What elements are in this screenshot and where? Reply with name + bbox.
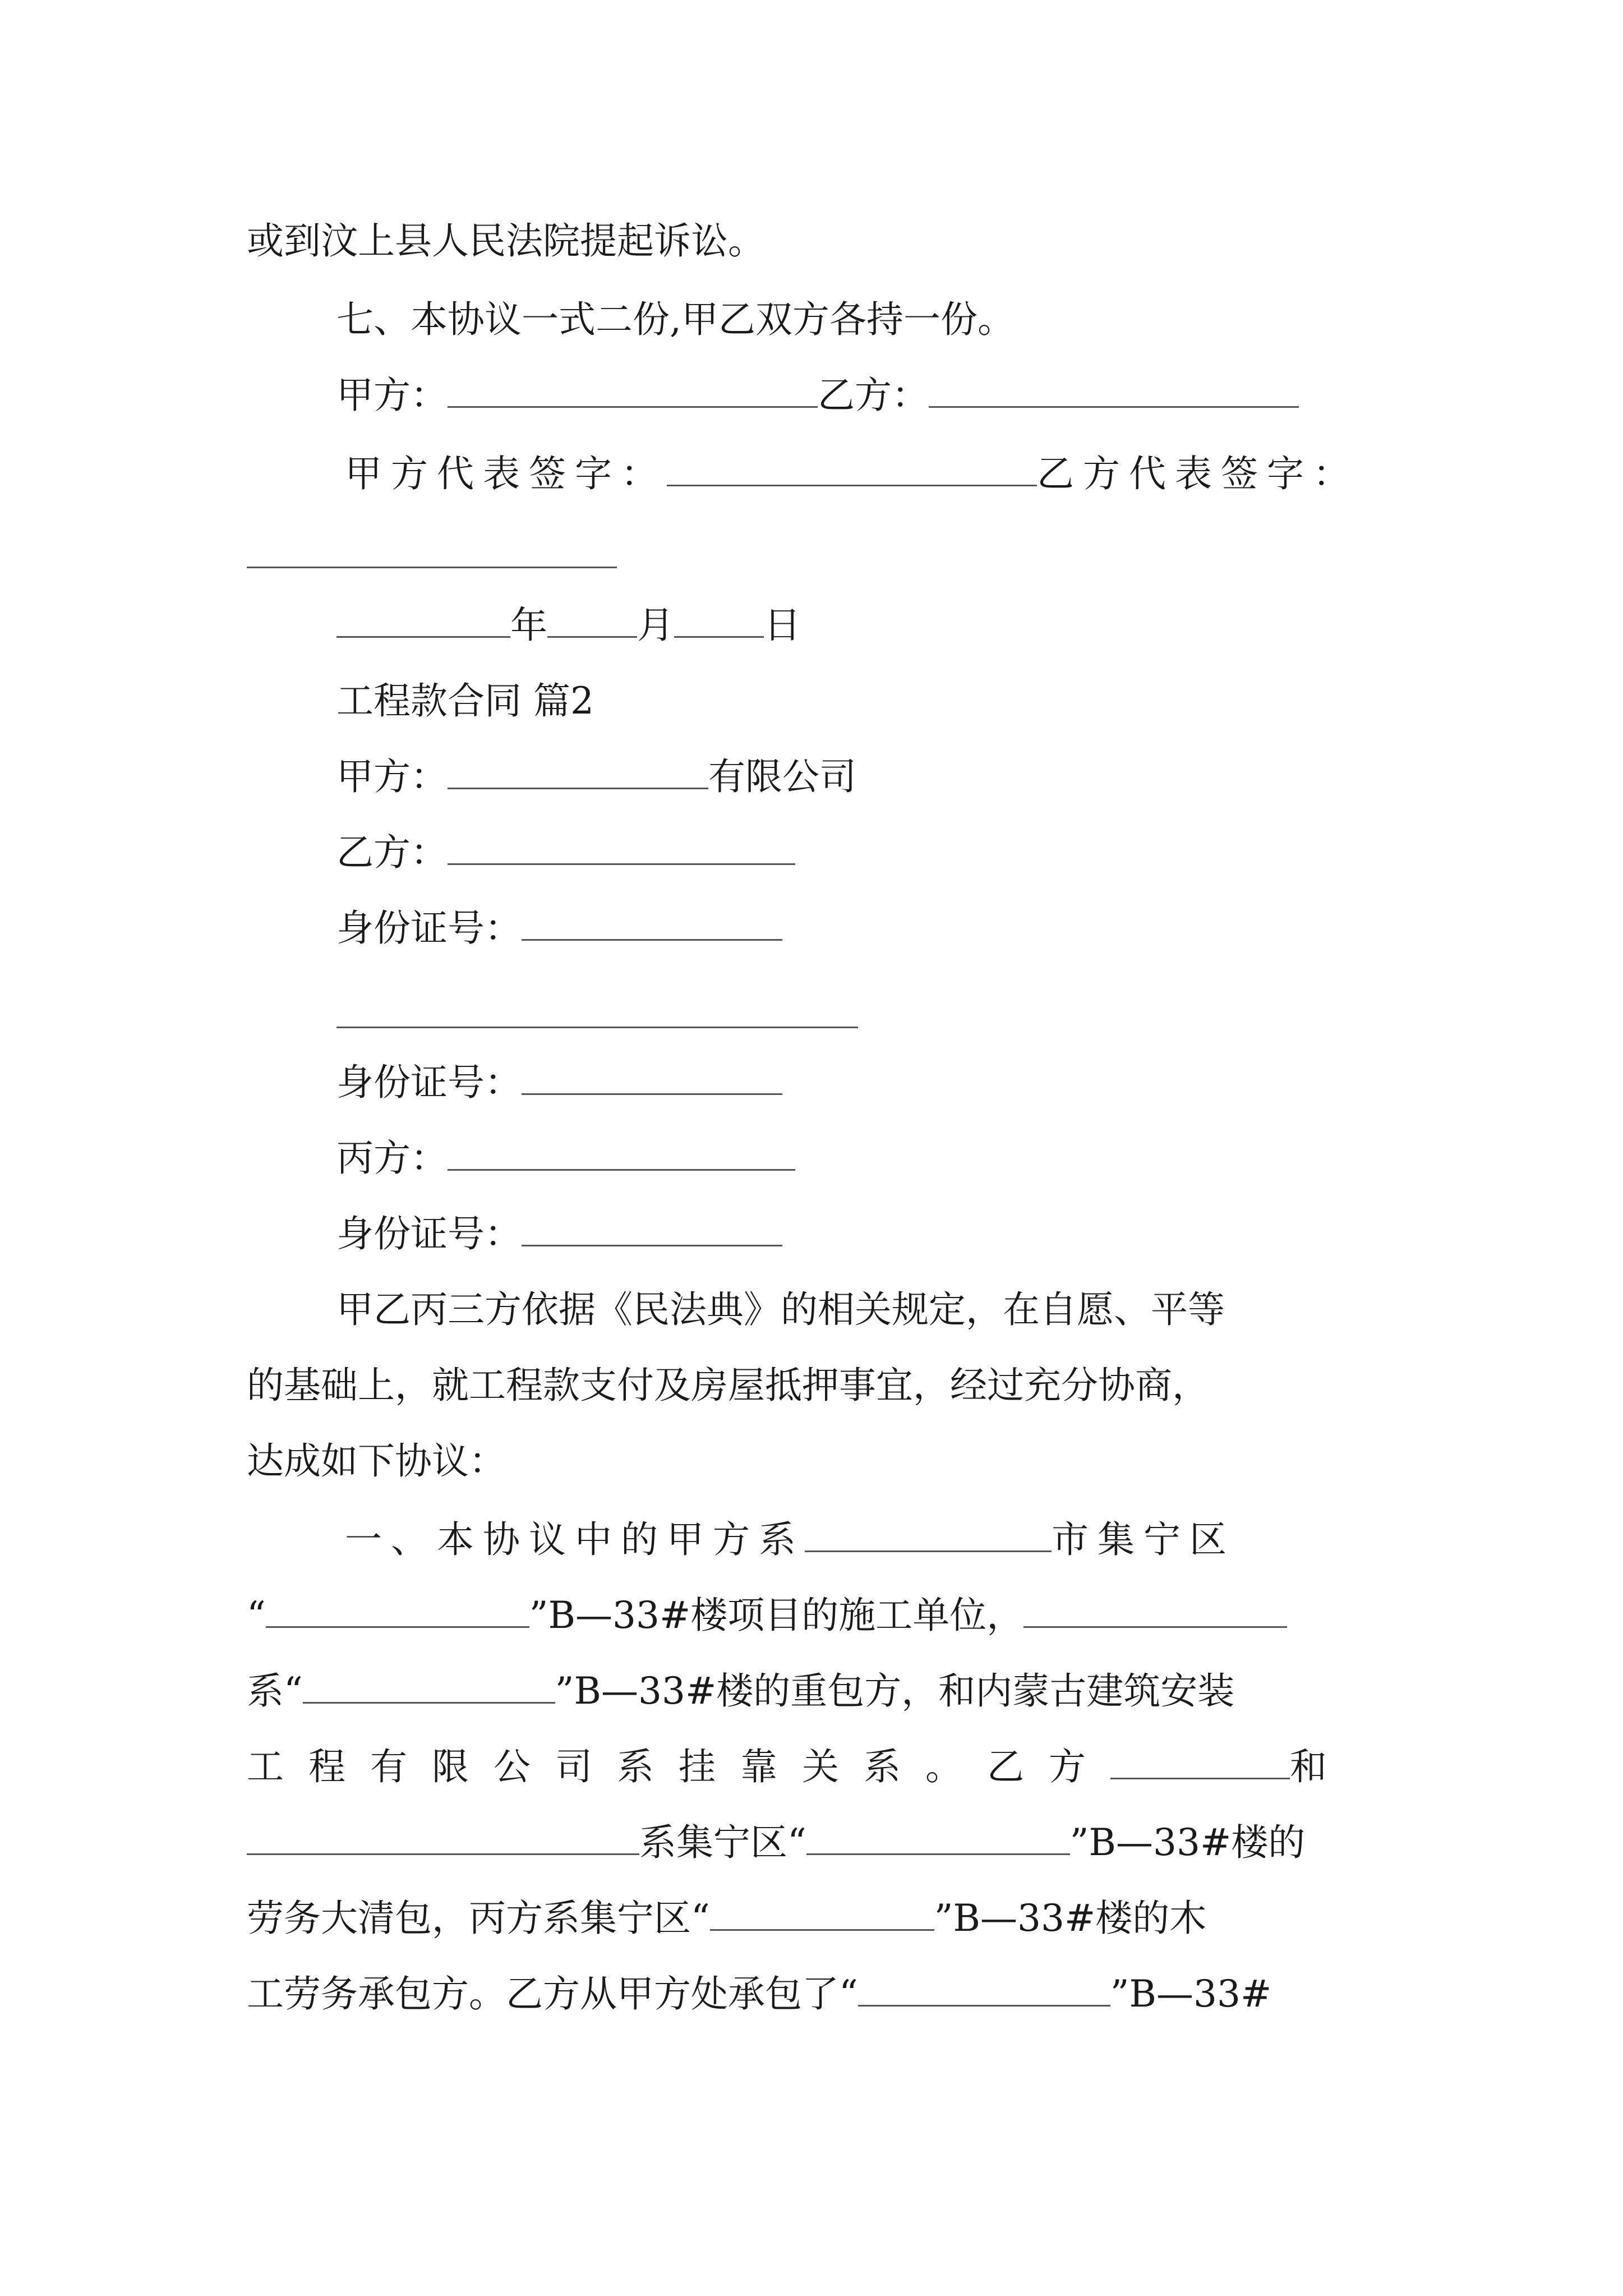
paragraph-line <box>336 1285 1225 1335</box>
clause-text: “ <box>247 1594 266 1637</box>
clause-line <box>247 1666 1234 1717</box>
clause-text: 劳务大清包，丙方系集宁区“ <box>247 1897 710 1940</box>
party-b-blank[interactable] <box>448 833 795 865</box>
clause-line <box>345 1515 1235 1565</box>
paragraph-text: 的基础上，就工程款支付及房屋抵押事宜，经过充分协商， <box>247 1364 1209 1407</box>
id-line <box>336 1209 782 1259</box>
party-b-label: 乙方： <box>336 831 448 874</box>
clause-text: 系集宁区“ <box>639 1821 806 1864</box>
paragraph-line <box>247 1360 1209 1411</box>
clause-text: ”B—33#楼项目的施工单位， <box>529 1594 1024 1637</box>
paragraph-text: 达成如下协议： <box>247 1439 506 1483</box>
party-a-blank[interactable] <box>448 757 708 789</box>
party-a-label: 甲方： <box>336 755 448 798</box>
id-line <box>336 1057 782 1108</box>
party-a-line <box>336 752 856 802</box>
id-label: 身份证号： <box>336 907 522 950</box>
party-a-rep-label: 甲方代表签字： <box>345 452 667 495</box>
clause-blank[interactable] <box>806 1823 1070 1855</box>
clause-text: 系“ <box>247 1669 303 1713</box>
clause-text: 市集宁区 <box>1052 1518 1235 1561</box>
clause-line <box>247 1969 1271 2019</box>
party-c-label: 丙方： <box>336 1137 448 1180</box>
clause-line <box>247 1893 1206 1944</box>
party-c-blank[interactable] <box>448 1139 795 1171</box>
id-label: 身份证号： <box>336 1212 522 1255</box>
clause-blank[interactable] <box>710 1899 934 1931</box>
clause-text: ”B—33# <box>1110 1972 1272 2016</box>
paragraph-line <box>247 1436 506 1487</box>
id-blank[interactable] <box>522 1063 782 1095</box>
extra-blank-line[interactable] <box>336 1027 858 1028</box>
clause-blank[interactable] <box>1110 1747 1290 1779</box>
party-b-line <box>336 827 795 878</box>
day-blank[interactable] <box>674 606 764 638</box>
party-a-blank[interactable] <box>448 376 818 408</box>
text-line <box>336 295 1015 345</box>
signature-line-representatives <box>345 449 1359 499</box>
party-b-rep-label: 乙方代表签字： <box>1037 452 1359 495</box>
section-title-text: 工程款合同 篇2 <box>336 679 594 723</box>
day-label: 日 <box>764 604 801 647</box>
company-suffix: 有限公司 <box>708 755 856 798</box>
date-line <box>336 600 801 651</box>
party-c-line <box>336 1133 795 1184</box>
clause-blank[interactable] <box>303 1672 555 1704</box>
party-a-label: 甲方： <box>336 374 448 417</box>
line-text: 或到汶上县人民法院提起诉讼。 <box>247 219 765 263</box>
year-label: 年 <box>510 604 547 647</box>
party-b-label: 乙方： <box>818 374 929 417</box>
clause-text: ”B—33#楼的 <box>1069 1821 1306 1864</box>
month-blank[interactable] <box>547 606 637 638</box>
party-b-rep-blank[interactable] <box>247 567 617 568</box>
month-label: 月 <box>637 604 674 647</box>
clause-blank[interactable] <box>247 1823 639 1855</box>
section-title <box>336 676 594 726</box>
party-a-rep-blank[interactable] <box>667 454 1037 486</box>
clause-text: ”B—33#楼的重包方，和内蒙古建筑安装 <box>555 1669 1235 1713</box>
clause-blank[interactable] <box>1023 1596 1287 1628</box>
clause-blank[interactable] <box>805 1520 1052 1552</box>
clause-line <box>247 1742 1327 1792</box>
year-blank[interactable] <box>336 606 510 638</box>
id-blank[interactable] <box>522 909 782 941</box>
line-text: 七、本协议一式二份,甲乙双方各持一份。 <box>336 298 1015 341</box>
id-blank[interactable] <box>522 1214 782 1246</box>
clause-line <box>247 1590 1287 1641</box>
signature-line-parties <box>336 370 1299 421</box>
clause-text: 一、本协议中的甲方系 <box>345 1518 805 1561</box>
clause-text: 和 <box>1290 1745 1327 1788</box>
clause-text: 工劳务承包方。乙方从甲方处承包了“ <box>247 1972 858 2016</box>
paragraph-text: 甲乙丙三方依据《民法典》的相关规定，在自愿、平等 <box>336 1288 1225 1331</box>
text-line <box>247 216 765 266</box>
clause-line <box>247 1818 1305 1868</box>
id-line <box>336 903 782 954</box>
clause-blank[interactable] <box>858 1975 1110 2007</box>
clause-text: 工程有限公司系挂靠关系。乙方 <box>247 1745 1110 1788</box>
party-b-blank[interactable] <box>929 376 1299 408</box>
clause-blank[interactable] <box>266 1596 529 1628</box>
clause-text: ”B—33#楼的木 <box>934 1897 1207 1940</box>
id-label: 身份证号： <box>336 1061 522 1104</box>
